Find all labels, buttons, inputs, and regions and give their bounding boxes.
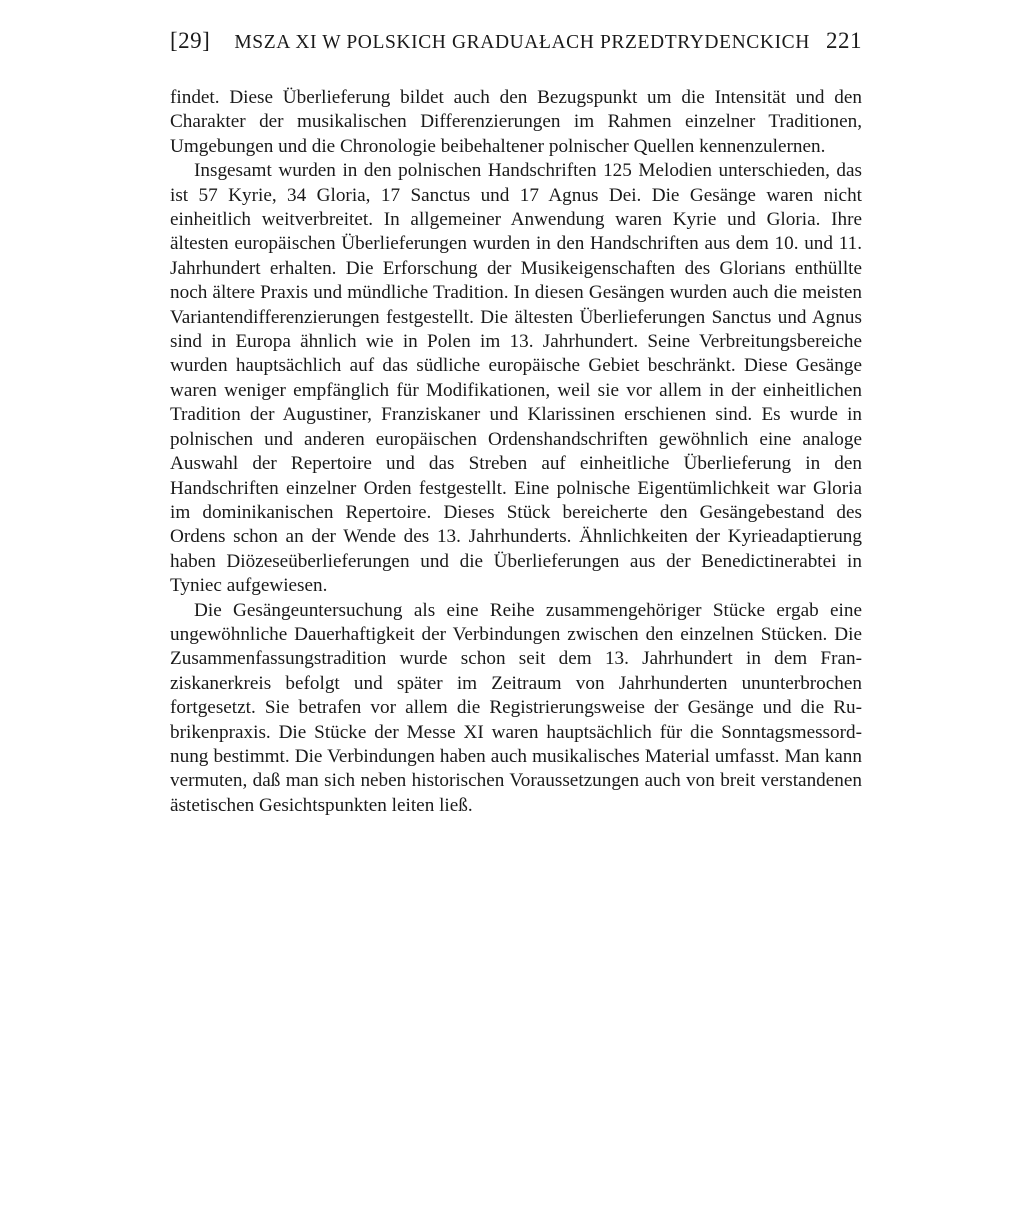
paragraph-1: findet. Diese Überlieferung bildet auch den Bezugspunkt um die Intensität und den Charakter der musikalischen Differenzierungen im Rahmen einzelner Traditionen, Umgebungen und die Chronologie beibehaltener polnischer Quellen kennenzulernen.	[170, 87, 862, 157]
paragraph-3: Die Gesängeuntersuchung als eine Reihe zusammengehöriger Stücke ergab eine ungewöhnliche Dauerhaftigkeit der Verbindungen zwischen den einzelnen Stücken. Die Zusammenfassungstradition wurde schon seit dem 13. Jahrhundert in dem Franziskanerkreis befolgt und später im Zeitraum von Jahrhunderten ununterbrochen fortgesetzt. Sie betrafen vor allem die Registrierungsweise der Gesänge und die Rubrikenpraxis. Die Stücke der Messe XI waren hauptsächlich für die Sonntagsmessordnung bestimmt. Die Verbindungen haben auch musikalisches Material umfasst. Man kann vermuten, daß man sich neben historischen Voraussetzungen auch von breit verstandenen ästetischen Gesichtspunkten leiten ließ.	[170, 599, 862, 816]
paragraph-2: Insgesamt wurden in den polnischen Handschriften 125 Melodien unterschieden, das ist 57 Kyrie, 34 Gloria, 17 Sanctus und 17 Agnus Dei. Die Gesänge waren nicht einheitlich weitverbreitet. In allgemeiner Anwendung waren Kyrie und Gloria. Ihre ältesten europäischen Überlieferungen wurden in den Handschriften aus dem 10. und 11. Jahrhundert erhalten. Die Erforschung der Musikeigenschaften des Glorians enthüllte noch ältere Praxis und mündliche Tradition. In diesen Gesängen wurden auch die meisten Variantendifferenzierungen festgestellt. Die ältesten Überlieferungen Sanctus und Agnus sind in Europa ähnlich wie in Polen im 13. Jahrhundert. Seine Verbreitungsbereiche wurden hauptsächlich auf das südliche europäische Gebiet beschränkt. Diese Gesänge waren weniger empfänglich für Modifikationen, weil sie vor allem in der einheitlichen Tradition der Augustiner, Franziskaner und Klarissinen erschienen sind. Es wurde in polnischen und anderen europäischen Ordenshandschriften gewöhnlich eine analoge Auswahl der Repertoire und das Streben auf einheitliche Überlieferung in den Handschriften einzelner Orden festgestellt. Eine polnische Eigentümlichkeit war Gloria im dominikanischen Repertoire. Dieses Stück bereicherte den Gesängebestand des Ordens schon an der Wende des 13. Jahrhunderts. Ähnlichkeiten der Kyrieadaptierung haben Diözeseüberlieferungen und die Überlieferungen aus der Benedictinerabtei in Tyniec aufgewiesen.	[170, 160, 862, 597]
running-title: MSZA XI W POLSKICH GRADUAŁACH PRZEDTRYDENCKICH	[234, 32, 810, 53]
section-number: [29]	[170, 28, 211, 53]
page-number: 221	[826, 28, 862, 53]
body-text	[170, 86, 862, 818]
running-head	[170, 28, 862, 60]
